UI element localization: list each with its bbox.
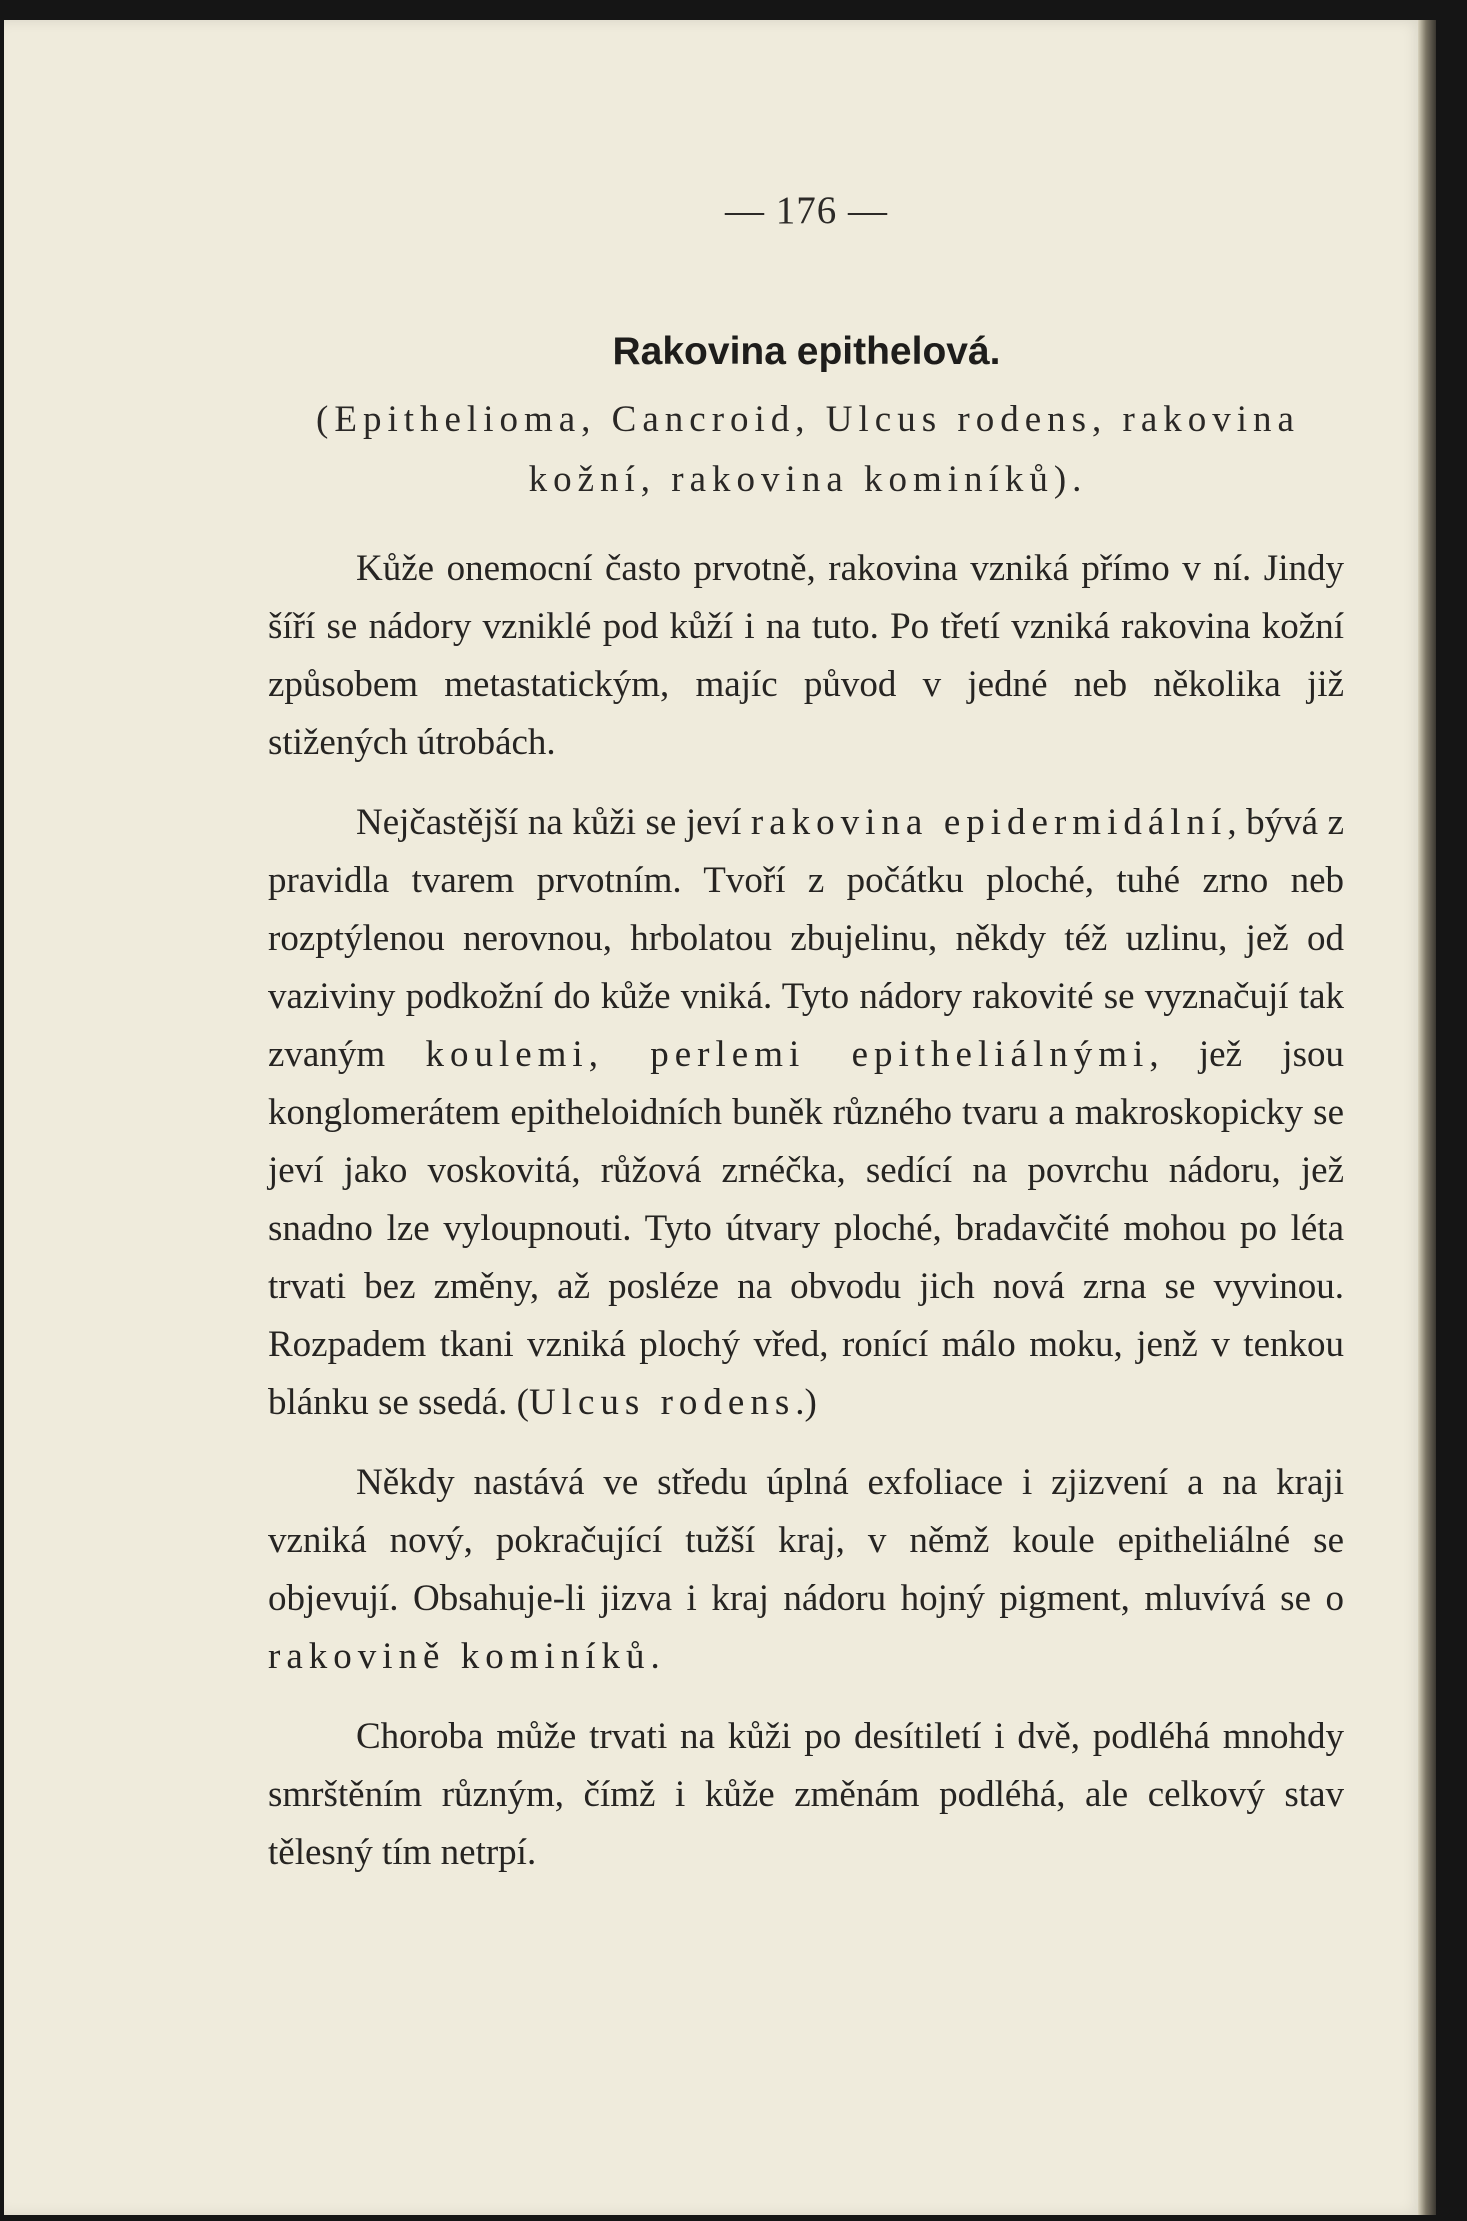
page-number: — 176 — <box>725 189 888 232</box>
paragraph-1: Kůže onemocní často prvotně, rakovina vzniká přímo v ní. Jindy šíří se nádory vzniklé pod kůží i na tuto. Po třetí vzniká rakovina kožní způsobem metastatickým, majíc původ v jedné neb několika již stižených útrobách. <box>268 548 1344 763</box>
paragraph-3 <box>268 1454 1344 1686</box>
paragraph-2-text-e: , jež jsou konglomerátem epitheloidních buněk různého tvaru a makroskopicky se jeví jako voskovitá, růžová zrnéčka, sedící na povrchu nádoru, jež snadno lze vyloupnouti. Tyto útvary ploché, bradavčité mohou po léta trvati bez změny, až posléze na obvodu jich nová zrna se vyvinou. Rozpadem tkani vzniká plochý vřed, ronící málo moku, jenž v tenkou blánku se ssedá. ( <box>268 1034 1344 1423</box>
spaced-term-pearls: koulemi, perlemi epitheliálnými <box>425 1034 1150 1075</box>
paragraph-3-text-c: . <box>650 1636 660 1677</box>
paragraph-2 <box>268 794 1344 1432</box>
paragraph-2-text-a: Nejčastější na kůži se jeví <box>356 802 751 843</box>
spaced-term-epidermidal: rakovina epidermidální <box>750 802 1228 843</box>
paragraph-4: Choroba může trvati na kůži po desítiletí i dvě, podléhá mnohdy smrštěním různým, čímž i kůže změnám podléhá, ale celkový stav tělesný tím netrpí. <box>268 1716 1344 1873</box>
chapter-title: Rakovina epithelová. <box>612 330 1001 373</box>
paragraph-3-text-a: Někdy nastává ve středu úplná exfoliace i zjizvení a na kraji vzniká nový, pokračující tužší kraj, v němž koule epitheliálné se objevují. Obsahuje-li jizva i kraj nádoru hojný pigment, mluvívá se o <box>268 1462 1344 1619</box>
spaced-term-chimney-sweep: rakovině kominíků <box>268 1636 651 1677</box>
chapter-subtitle: (Epithelioma, Cancroid, Ulcus rodens, rakovina kožní, rakovina kominíků). <box>316 399 1300 500</box>
paragraph-2-text-c: , bývá z pravidla tvarem prvotním. Tvoří z počátku ploché, tuhé zrno neb rozptýlenou nerovnou, hrbolatou zbujelinu, někdy též uzlinu, jež od vaziviny podkožní do kůže vniká. Tyto nádory rakovité se vyznačují tak zvaným <box>268 802 1344 1075</box>
page-edge-shadow <box>1418 20 1436 2215</box>
paragraph-2-text-g: .) <box>795 1382 817 1423</box>
book-page <box>4 20 1424 2215</box>
body-text <box>268 540 1344 1904</box>
spaced-term-ulcus-rodens: Ulcus rodens <box>529 1382 796 1423</box>
